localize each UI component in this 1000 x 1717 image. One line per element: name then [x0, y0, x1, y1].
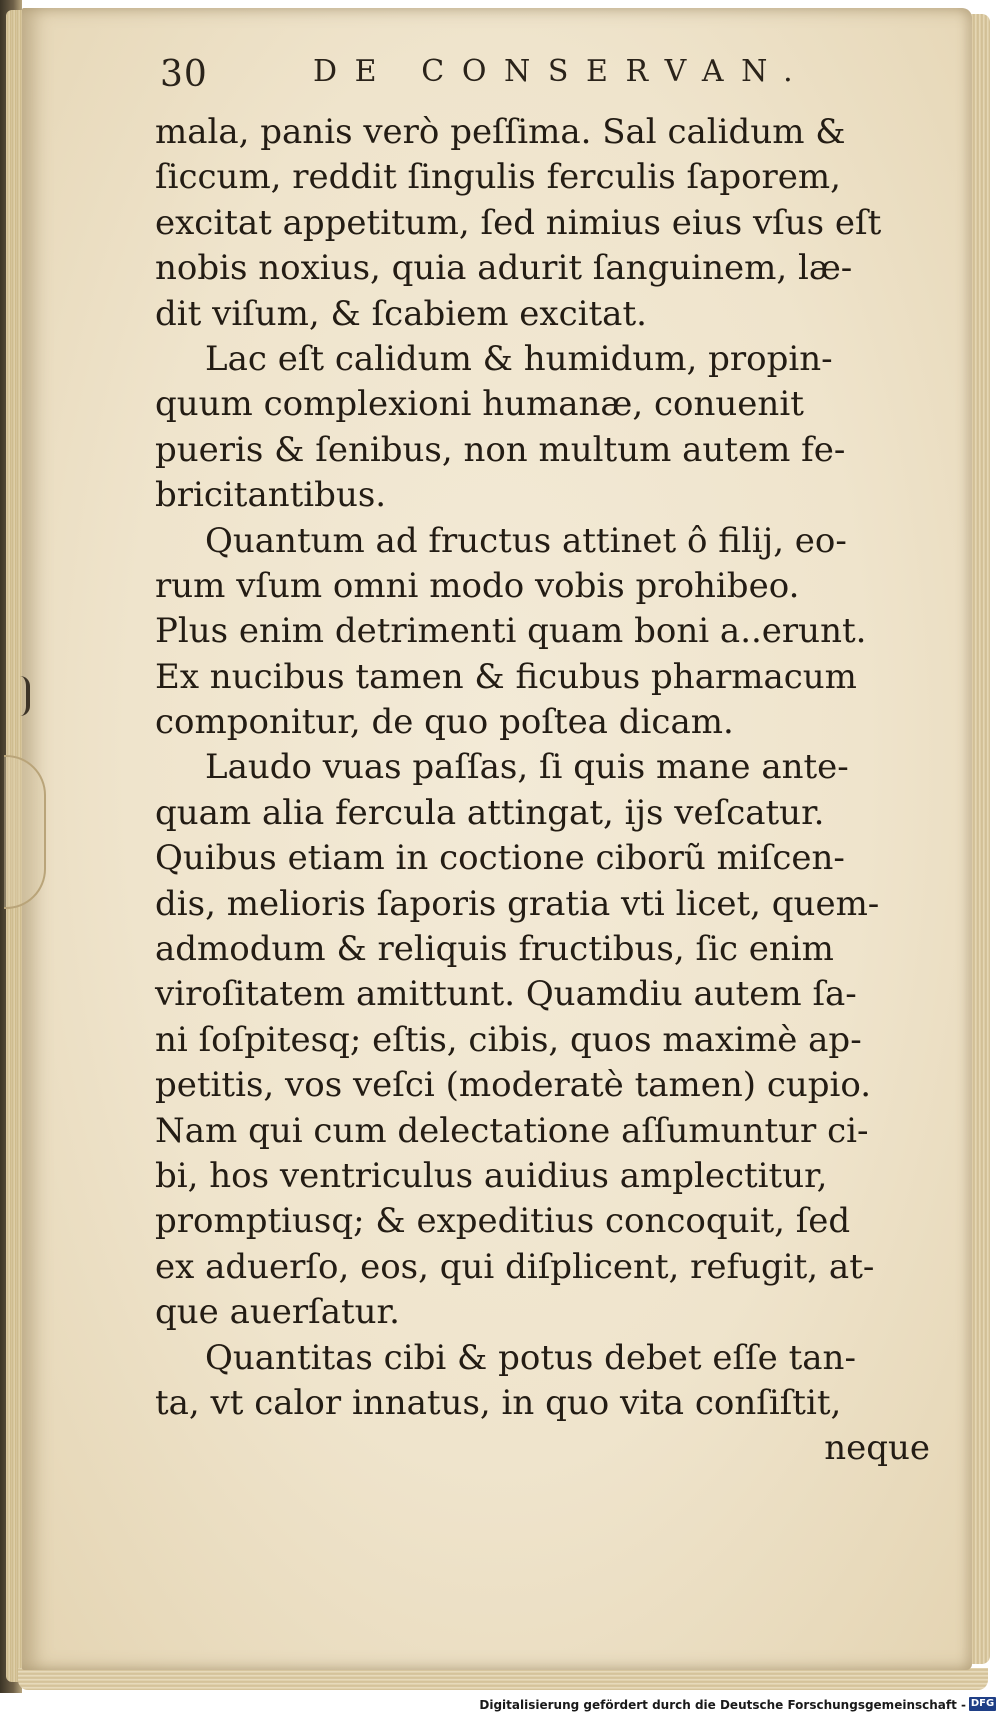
text-line: viroſitatem amittunt. Quamdiu autem ſa- — [155, 974, 857, 1015]
text-line: Plus enim detrimenti quam boni a..erunt. — [155, 611, 867, 652]
text-line: rum vſum omni modo vobis prohibeo. — [155, 565, 800, 606]
text-line: que auerſatur. — [155, 1292, 400, 1333]
text-line: Quantitas cibi & potus debet eſſe tan- — [205, 1337, 856, 1378]
text-line: admodum & reliquis fructibus, ſic enim — [155, 929, 834, 970]
page-edge-bottom — [18, 1668, 988, 1690]
text-line: nobis noxius, quia adurit ſanguinem, læ- — [155, 248, 853, 289]
page-marker-notch — [0, 676, 30, 716]
text-line: dis, melioris ſaporis gratia vti licet, quem- — [155, 883, 880, 924]
text-line: ni ſoſpitesq; eſtis, cibis, quos maximè ap- — [155, 1019, 862, 1060]
text-line: dit viſum, & ſcabiem excitat. — [155, 293, 647, 334]
text-line: quam alia fercula attingat, ijs veſcatur. — [155, 792, 825, 833]
running-title: DE CONSERVAN. — [313, 54, 811, 89]
text-line: Ex nucibus tamen & ficubus pharmacum — [155, 656, 857, 697]
dfg-logo: DFG — [970, 1698, 995, 1709]
text-line: Nam qui cum delectatione aſſumuntur ci- — [155, 1110, 869, 1151]
text-line: petitis, vos veſci (moderatè tamen) cupio. — [155, 1065, 872, 1106]
text-line: Quibus etiam in coctione ciborũ miſcen- — [155, 838, 845, 879]
page-tab-marker — [4, 755, 46, 909]
text-line: Laudo vuas paſſas, ſi quis mane ante- — [205, 747, 849, 788]
text-line: mala, panis verò peſſima. Sal calidum & — [155, 112, 846, 152]
text-line: componitur, de quo poſtea dicam. — [155, 702, 734, 743]
text-line: Quantum ad fructus attinet ô filij, eo- — [205, 520, 847, 561]
body-text — [155, 110, 940, 1472]
text-line: promptiusq; & expeditius concoquit, ſed — [155, 1201, 851, 1242]
text-line: quum complexioni humanæ, conuenit — [155, 384, 804, 425]
page-header — [160, 54, 820, 102]
text-line: pueris & ſenibus, non multum autem fe- — [155, 429, 846, 470]
catchword: neque — [824, 1428, 930, 1469]
text-line: bricitantibus. — [155, 475, 387, 516]
page-number: 30 — [160, 54, 208, 95]
text-line: ta, vt calor innatus, in quo vita conſiſtit, — [155, 1382, 842, 1423]
text-line: ſiccum, reddit ſingulis ferculis ſaporem, — [155, 157, 841, 198]
text-line: ex aduerſo, eos, qui diſplicent, refugit, at- — [155, 1246, 875, 1287]
text-line: bi, hos ventriculus auidius amplectitur, — [155, 1155, 828, 1196]
funding-credit: Digitalisierung gefördert durch die Deutsche Forschungsgemeinschaft - — [479, 1698, 966, 1712]
text-line: excitat appetitum, ſed nimius eius vſus eſt — [155, 202, 882, 243]
text-line: Lac eſt calidum & humidum, propin- — [205, 338, 833, 379]
